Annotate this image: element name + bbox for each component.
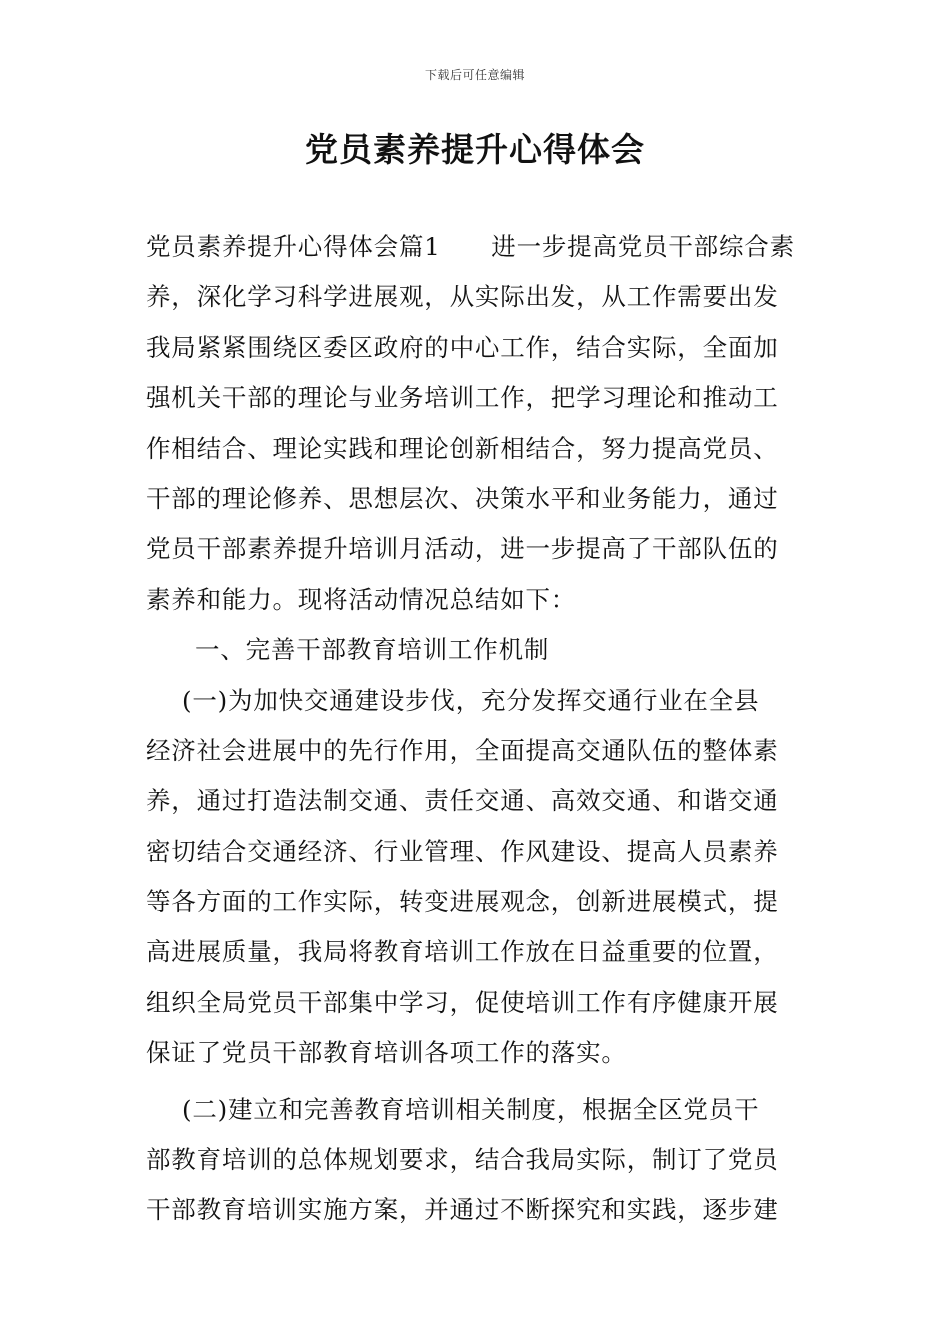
document-body <box>146 222 806 1236</box>
paragraph-start: (二)建立和完善教育培训相关制度，根据全区党员干 <box>182 1094 760 1124</box>
text-line: 我局紧紧围绕区委区政府的中心工作，结合实际，全面加 <box>146 332 779 362</box>
text-line: 强机关干部的理论与业务培训工作，把学习理论和推动工 <box>146 383 779 413</box>
text-line: 作相结合、理论实践和理论创新相结合，努力提高党员、 <box>146 433 779 463</box>
page-header-note: 下载后可任意编辑 <box>424 68 525 82</box>
text-line: 干部的理论修养、思想层次、决策水平和业务能力，通过 <box>146 483 779 513</box>
text-line: 党员素养提升心得体会篇1 进一步提高党员干部综合素 <box>146 232 795 261</box>
text-line: 干部教育培训实施方案，并通过不断探究和实践，逐步建 <box>146 1195 779 1225</box>
document-title: 党员素养提升心得体会 <box>305 130 645 169</box>
text-line: 等各方面的工作实际，转变进展观念，创新进展模式，提 <box>146 887 779 917</box>
text-line: 素养和能力。现将活动情况总结如下： <box>146 584 577 614</box>
text-line: 养，通过打造法制交通、责任交通、高效交通、和谐交通 <box>146 786 779 816</box>
section-heading: 一、完善干部教育培训工作机制 <box>195 635 550 665</box>
text-line: 高进展质量，我局将教育培训工作放在日益重要的位置， <box>146 937 779 967</box>
text-line: 经济社会进展中的先行作用，全面提高交通队伍的整体素 <box>146 735 779 765</box>
text-line: 保证了党员干部教育培训各项工作的落实。 <box>146 1038 627 1068</box>
text-line: 党员干部素养提升培训月活动，进一步提高了干部队伍的 <box>146 534 779 564</box>
text-line: 部教育培训的总体规划要求，结合我局实际，制订了党员 <box>146 1145 779 1175</box>
text-line: 密切结合交通经济、行业管理、作风建设、提高人员素养 <box>146 836 779 866</box>
text-line: 养，深化学习科学进展观，从实际出发，从工作需要出发 <box>146 282 779 312</box>
text-line: 组织全局党员干部集中学习，促使培训工作有序健康开展 <box>146 987 779 1017</box>
paragraph-start: (一)为加快交通建设步伐，充分发挥交通行业在全县 <box>182 685 760 715</box>
